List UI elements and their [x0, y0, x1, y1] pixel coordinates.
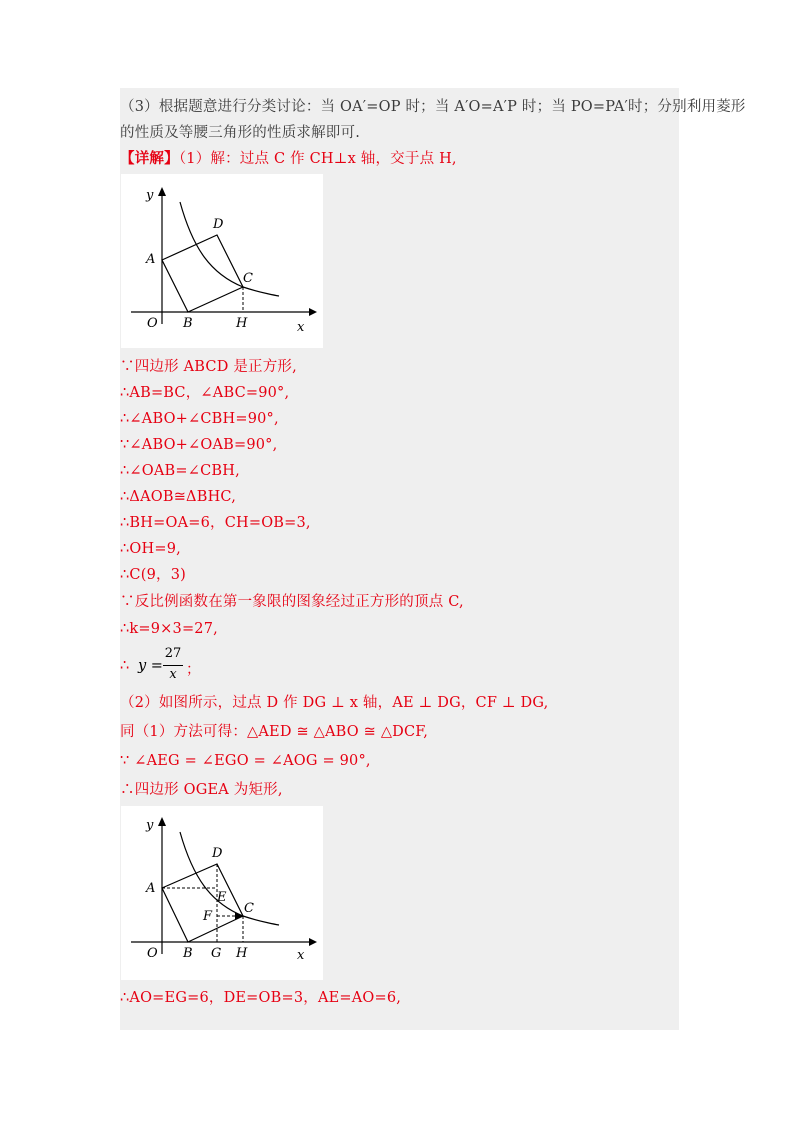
part2-line-3: ∵ ∠AEG = ∠EGO = ∠AOG = 90°,: [120, 753, 371, 769]
label-f-2: F: [203, 909, 213, 924]
step-6: ∴ΔAOB≅ΔBHC,: [120, 489, 237, 505]
intro-line-1: （3）根据题意进行分类讨论：当 OA′=OP 时；当 A′O=A′P 时；当 PO=PA′时；分别利用菱形: [120, 99, 746, 115]
step-11: ∴k=9×3=27,: [120, 621, 218, 637]
formula-y-equals-27-over-x: [120, 646, 240, 686]
label-y: y: [146, 188, 154, 203]
step-7: ∴BH=OA=6，CH=OB=3,: [120, 515, 311, 531]
figure-2: [121, 806, 323, 980]
label-x: x: [297, 320, 305, 335]
label-d: D: [213, 217, 224, 232]
step-8: ∴OH=9,: [120, 541, 181, 557]
intro-line-2: 的性质及等腰三角形的性质求解即可.: [120, 125, 361, 141]
step-10: ∵反比例函数在第一象限的图象经过正方形的顶点 C,: [120, 594, 464, 610]
part2-line-2: 同（1）方法可得：△AED ≅ △ABO ≅ △DCF,: [120, 724, 429, 740]
square-abcd-2: [162, 864, 243, 942]
detail-text: （1）解：过点 C 作 CH⊥x 轴，交于点 H,: [178, 151, 457, 167]
formula-lhs: y =: [138, 658, 163, 674]
part2-line-1: （2）如图所示，过点 D 作 DG ⊥ x 轴，AE ⊥ DG，CF ⊥ DG,: [120, 695, 549, 711]
x-axis-arrow: [309, 308, 317, 316]
label-x-2: x: [297, 948, 305, 963]
detail-tag: 【详解】: [120, 150, 179, 167]
formula-numerator: 27: [164, 646, 182, 661]
hyperbola-curve: [180, 202, 279, 296]
square-abcd: [162, 235, 243, 312]
step-5: ∴∠OAB=∠CBH,: [120, 463, 240, 479]
label-a-2: A: [146, 881, 156, 896]
label-g-2: G: [211, 946, 222, 961]
final-line: ∴AO=EG=6，DE=OB=3，AE=AO=6,: [120, 990, 402, 1006]
step-1: ∵四边形 ABCD 是正方形,: [120, 359, 297, 375]
y-axis-arrow-2: [158, 817, 166, 826]
label-a: A: [146, 252, 156, 267]
detail-line: [120, 149, 680, 169]
formula-denominator: x: [169, 667, 177, 682]
label-c-2: C: [244, 901, 254, 916]
figure-1: [121, 174, 323, 348]
part2-line-4: ∴四边形 OGEA 为矩形,: [120, 782, 283, 798]
step-2: ∴AB=BC，∠ABC=90°,: [120, 385, 290, 401]
label-h-2: H: [236, 946, 248, 961]
step-4: ∵∠ABO+∠OAB=90°,: [120, 437, 278, 453]
label-o: O: [147, 316, 158, 331]
label-o-2: O: [147, 946, 158, 961]
x-axis-arrow-2: [309, 938, 317, 946]
label-h: H: [236, 316, 248, 331]
label-c: C: [243, 271, 253, 286]
fraction-bar: [163, 665, 183, 666]
formula-suffix: ；: [186, 662, 201, 678]
label-y-2: y: [146, 818, 154, 833]
step-9: ∴C(9，3): [120, 567, 186, 583]
label-b-2: B: [183, 946, 193, 961]
hyperbola-curve-2: [180, 832, 279, 925]
formula-prefix: ∴: [120, 658, 130, 674]
step-3: ∴∠ABO+∠CBH=90°,: [120, 411, 279, 427]
label-d-2: D: [212, 846, 223, 861]
label-b: B: [183, 316, 193, 331]
label-e-2: E: [217, 890, 227, 905]
y-axis-arrow: [158, 187, 166, 196]
